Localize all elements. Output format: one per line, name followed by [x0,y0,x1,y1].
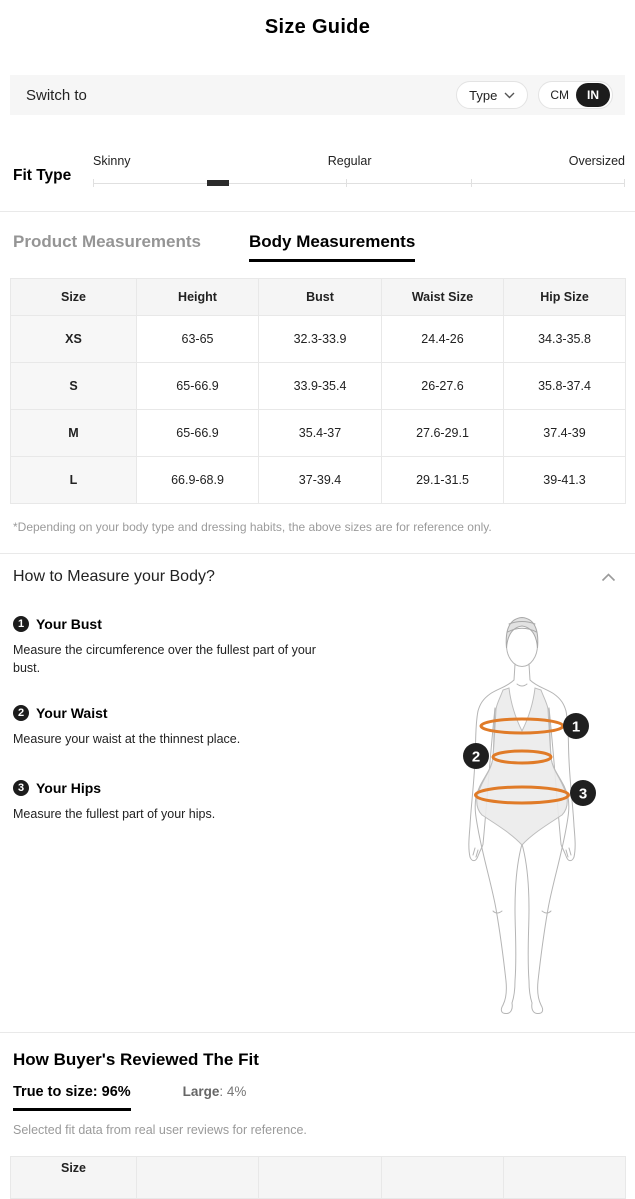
table-row [11,316,626,363]
cell-height: 63-65 [137,316,259,363]
figure-badge-1: 1 [571,718,581,736]
cell-height: 66.9-68.9 [137,457,259,504]
cell-size: S [11,363,137,410]
col-header [259,1157,382,1199]
chip-large-value: : 4% [219,1084,247,1099]
table-header-row [11,279,626,316]
col-header-height: Height [137,279,259,316]
how-to-measure-header[interactable] [13,568,622,586]
fit-review-table-clipped [10,1156,626,1199]
cell-waist: 27.6-29.1 [382,410,504,457]
fit-type-track [93,179,625,187]
measure-item-waist [13,705,419,748]
size-disclaimer: *Depending on your body type and dressing habits, the above sizes are for reference only. [13,520,492,534]
divider [0,1032,635,1033]
switch-controls [456,81,613,109]
cell-hip: 37.4-39 [504,410,626,457]
cell-bust: 35.4-37 [259,410,382,457]
col-header-waist: Waist Size [382,279,504,316]
chip-large[interactable] [183,1084,247,1099]
type-dropdown-label: Type [469,87,498,103]
fit-type-indicator [207,180,229,186]
fit-tick [346,179,347,187]
figure-badge-2: 2 [471,748,481,766]
chevron-down-icon [504,92,515,99]
chip-true-to-size[interactable]: True to size: 96% [13,1084,131,1111]
measure-item-desc: Measure your waist at the thinnest place. [13,732,241,747]
type-dropdown-button[interactable] [456,81,528,109]
fit-type-label: Fit Type [13,167,72,184]
table-header-row [11,1157,626,1199]
fit-option-skinny: Skinny [93,154,131,168]
fit-review-note: Selected fit data from real user reviews for reference. [13,1123,307,1137]
cell-height: 65-66.9 [137,410,259,457]
fit-review-section [0,1050,635,1137]
fit-type-track-line [93,183,625,184]
fit-type-slider [93,154,625,187]
col-header-hip: Hip Size [504,279,626,316]
fit-type-options [93,154,625,168]
cell-bust: 33.9-35.4 [259,363,382,410]
fit-tick [471,179,472,187]
measure-item-title: Your Hips [36,780,102,797]
table-row [11,410,626,457]
fit-type-row [13,154,625,187]
cell-waist: 29.1-31.5 [382,457,504,504]
chip-large-label: Large [182,1084,220,1099]
cell-hip: 35.8-37.4 [504,363,626,410]
measure-item-desc: Measure the fullest part of your hips. [13,807,216,822]
switch-bar [10,75,625,115]
table-row [11,457,626,504]
fit-tick [93,179,94,187]
measure-item-desc: Measure the circumference over the fullest part of your bust. [13,643,316,676]
measure-item-title: Your Waist [36,705,108,722]
fit-tick [624,179,625,187]
cell-bust: 32.3-33.9 [259,316,382,363]
cell-waist: 26-27.6 [382,363,504,410]
col-header-size: Size [11,279,137,316]
measurement-tabs [13,232,622,262]
measure-item-hips [13,780,419,823]
chevron-up-icon[interactable] [601,573,616,582]
fit-option-regular: Regular [327,154,372,168]
how-to-measure-title: How to Measure your Body? [13,568,215,585]
tab-product-measurements[interactable]: Product Measurements [13,232,201,251]
cell-size: M [11,410,137,457]
body-figure-illustration [445,608,635,1020]
page-title: Size Guide [264,16,371,38]
step-1-badge: 1 [13,616,29,632]
figure-badge-3: 3 [578,785,588,803]
col-header [382,1157,504,1199]
measure-instructions [0,616,432,824]
col-header-bust: Bust [259,279,382,316]
fit-option-oversized: Oversized [568,154,625,168]
fit-review-title: How Buyer's Reviewed The Fit [13,1050,259,1069]
cell-bust: 37-39.4 [259,457,382,504]
col-header [137,1157,259,1199]
cell-height: 65-66.9 [137,363,259,410]
switch-to-label: Switch to [26,86,87,104]
how-to-measure-section [0,568,635,1032]
table-row [11,363,626,410]
fit-review-chips [13,1084,622,1111]
col-header-size: Size [11,1157,137,1199]
step-2-badge: 2 [13,705,29,721]
body-measurement-figure [445,608,635,1020]
measure-item-title: Your Bust [36,616,102,632]
divider [0,553,635,554]
unit-toggle[interactable] [538,81,613,109]
cell-size: XS [11,316,137,363]
body-measurements-table [10,278,626,504]
tab-body-measurements[interactable]: Body Measurements [249,232,415,262]
divider [0,211,635,212]
unit-in-option-selected[interactable]: IN [576,83,610,107]
cell-size: L [11,457,137,504]
cell-waist: 24.4-26 [382,316,504,363]
cell-hip: 39-41.3 [504,457,626,504]
step-3-badge: 3 [13,780,29,796]
measure-item-bust [13,616,419,677]
unit-cm-option[interactable]: CM [550,88,569,102]
col-header [504,1157,626,1199]
cell-hip: 34.3-35.8 [504,316,626,363]
